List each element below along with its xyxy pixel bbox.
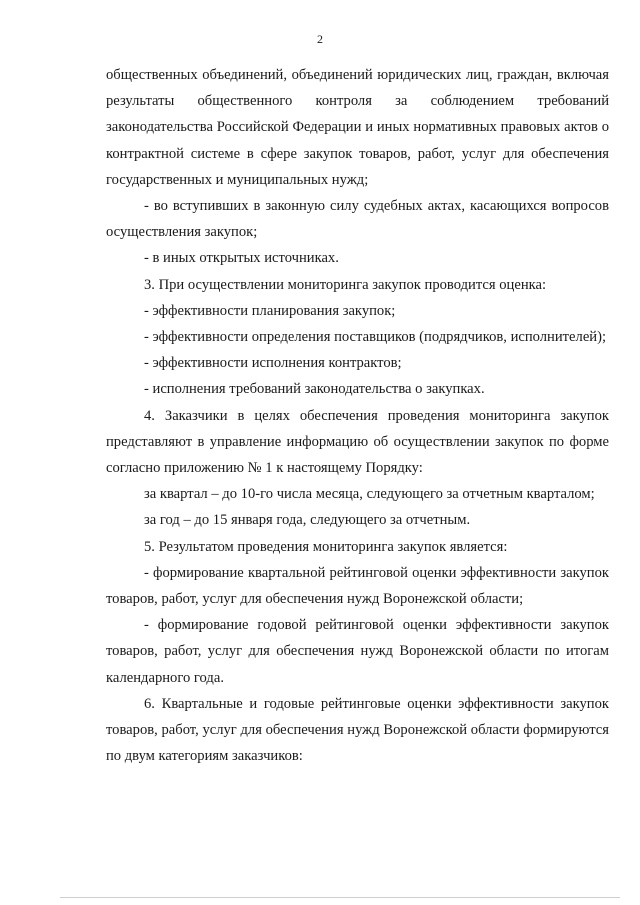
paragraph: 5. Результатом проведения мониторинга закупок является: — [144, 538, 508, 555]
paragraph: - исполнения требований законодательства о закупках. — [144, 381, 485, 398]
paragraph: 6. Квартальные и годовые рейтинговые оценки эффективности закупок товаров, работ, услуг для обеспечения нужд Воронежской области формируются по двум категориям заказчиков: — [106, 695, 609, 765]
paragraph: - эффективности исполнения контрактов; — [144, 355, 402, 372]
paragraph-list — [106, 62, 609, 769]
paragraph: - во вступивших в законную силу судебных актах, касающихся вопросов осуществления закупок; — [106, 198, 609, 241]
paragraph: общественных объединений, объединений юридических лиц, граждан, включая результаты общественного контроля за соблюдением требований законодательства Российской Федерации и иных нормативных правовых актов о контрактной системе в сфере закупок товаров, работ, услуг для обеспечения государственных и муниципальных нужд; — [106, 67, 609, 188]
paragraph: - формирование годовой рейтинговой оценки эффективности закупок товаров, работ, услуг для обеспечения нужд Воронежской области по итогам календарного года. — [106, 617, 609, 686]
paragraph: - формирование квартальной рейтинговой оценки эффективности закупок товаров, работ, услуг для обеспечения нужд Воронежской области; — [106, 564, 609, 608]
paragraph: за квартал – до 10-го числа месяца, следующего за отчетным кварталом; — [144, 486, 595, 503]
paragraph: 3. При осуществлении мониторинга закупок проводится оценка: — [144, 276, 547, 293]
document-body — [106, 62, 609, 769]
page-number: 2 — [317, 32, 323, 46]
paragraph: за год – до 15 января года, следующего за отчетным. — [144, 512, 471, 529]
paragraph: - эффективности планирования закупок; — [144, 302, 396, 319]
paragraph: - эффективности определения поставщиков (подрядчиков, исполнителей); — [144, 329, 607, 346]
paragraph: 4. Заказчики в целях обеспечения проведения мониторинга закупок представляют в управление информацию об осуществлении закупок по форме согласно приложению № 1 к настоящему Порядку: — [106, 407, 609, 477]
paragraph: - в иных открытых источниках. — [144, 250, 339, 267]
footer-divider — [60, 897, 620, 898]
